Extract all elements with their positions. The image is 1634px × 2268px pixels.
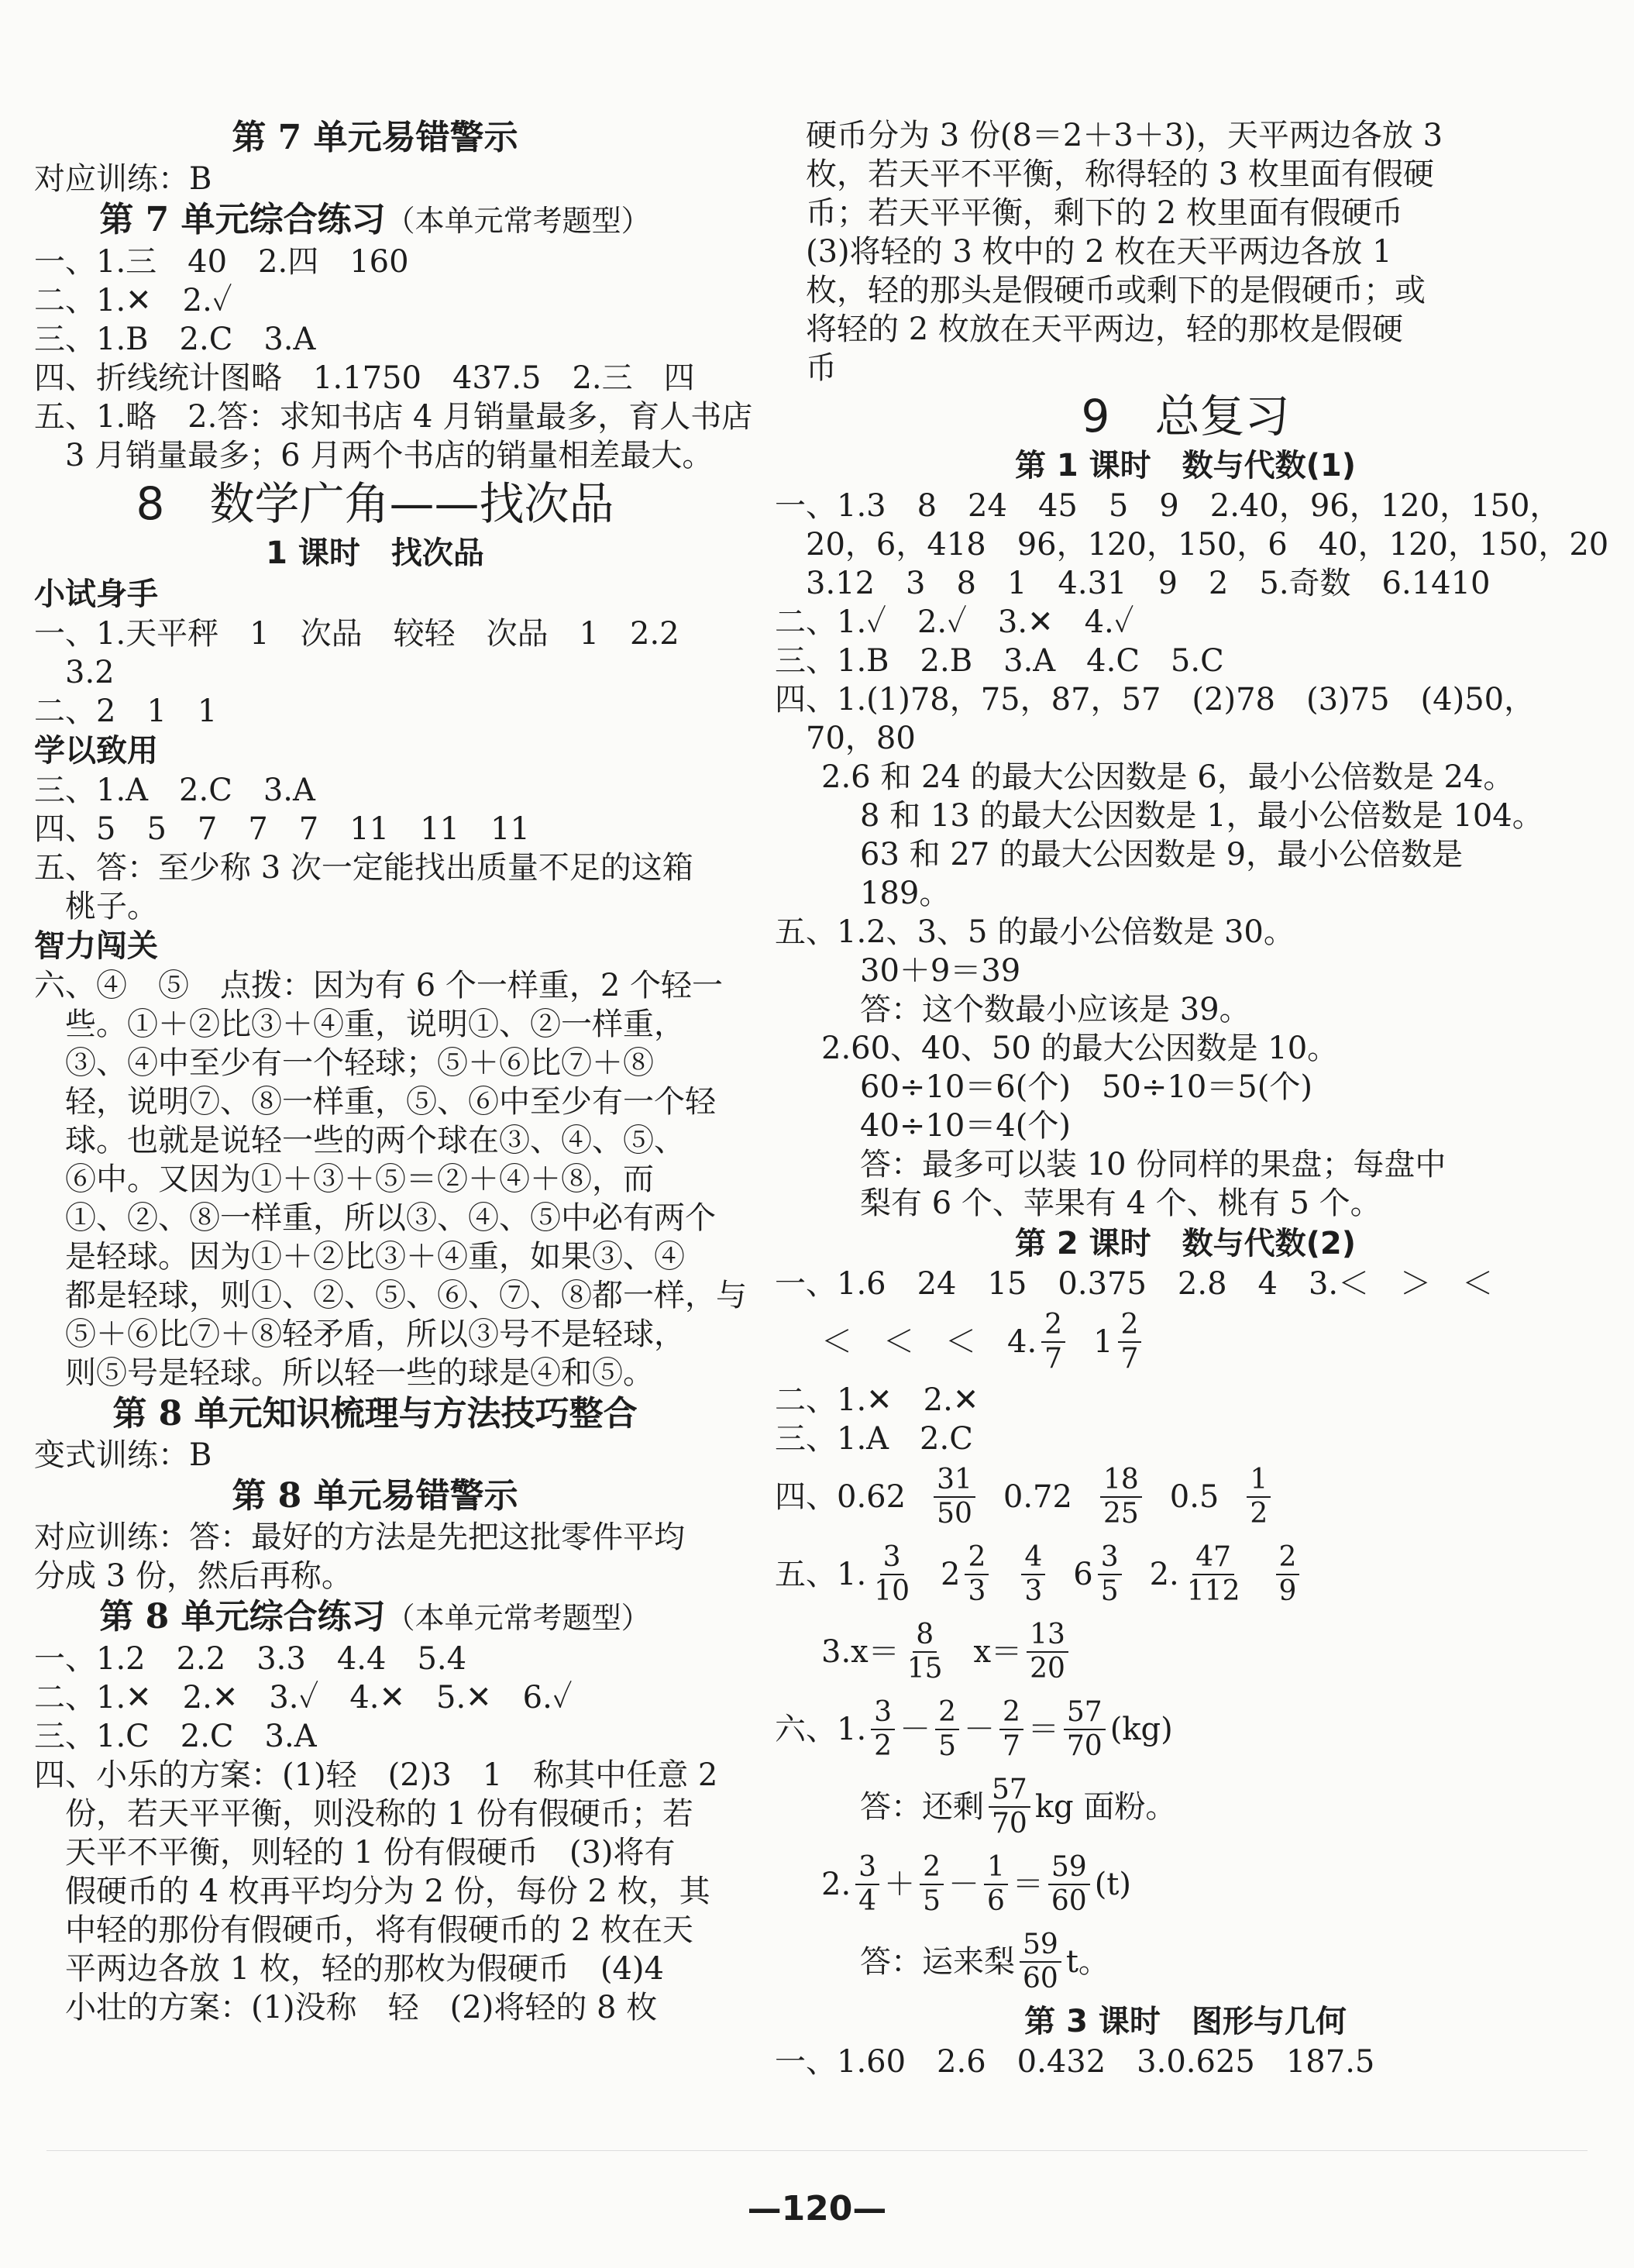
- fraction: [999, 1696, 1023, 1763]
- answer-line: 硬币分为 3 份(8＝2＋3＋3)，天平两边各放 3: [775, 118, 1443, 153]
- numerator: 1: [1247, 1464, 1271, 1498]
- fraction: [1098, 1541, 1122, 1608]
- chapter-8-lesson-title: 1 课时 找次品: [266, 535, 484, 571]
- math-line: [775, 1691, 1596, 1768]
- fraction: [1276, 1541, 1300, 1608]
- right-column: [775, 116, 1609, 2081]
- fraction: [1021, 1541, 1045, 1608]
- u7-error-answer: 对应训练：B: [34, 161, 212, 197]
- answer-line: 189。: [860, 876, 951, 911]
- math-text: kg 面粉。: [1034, 1789, 1177, 1825]
- math-operator: －: [963, 1712, 995, 1747]
- math-text: 3.x＝: [821, 1634, 900, 1670]
- numerator: 2: [965, 1541, 989, 1575]
- numerator: 57: [1064, 1696, 1106, 1730]
- lesson-1-title: 第 1 课时 数与代数(1): [1014, 448, 1357, 484]
- answer-line: 枚，若天平不平衡，称得轻的 3 枚里面有假硬: [775, 157, 1434, 192]
- denominator: 60: [1051, 1885, 1087, 1917]
- answer-line: 六、④ ⑤ 点拨：因为有 6 个一样重，2 个轻一: [34, 968, 724, 1003]
- math-operator: －: [948, 1867, 979, 1902]
- denominator: 2: [874, 1730, 893, 1762]
- fraction: [920, 1851, 944, 1918]
- math-text: 2.: [1149, 1557, 1179, 1592]
- fraction: [904, 1619, 946, 1685]
- answer-line: 30＋9＝39: [860, 953, 1021, 989]
- math-operator: ＝: [1027, 1712, 1059, 1747]
- math-text: 五、1.: [775, 1557, 867, 1592]
- fraction: [934, 1464, 975, 1530]
- answer-line: 五、1.略 2.答：求知书店 4 月销量最多，育人书店: [34, 399, 753, 435]
- answer-line: 分成 3 份，然后再称。: [34, 1558, 353, 1594]
- math-line: [775, 1923, 1596, 2001]
- math-text: 0.72: [1003, 1479, 1072, 1515]
- denominator: 4: [858, 1885, 877, 1917]
- u7-comp-title-text: 第 7 单元综合练习: [99, 200, 386, 239]
- math-text: 答：还剩: [860, 1789, 984, 1825]
- chapter-9-title: 9 总复习: [1081, 390, 1290, 442]
- answer-line: 平两边各放 1 枚，轻的那枚为假硬币 (4)4: [34, 1951, 664, 1987]
- denominator: 7: [1044, 1343, 1063, 1375]
- answer-line: 对应训练：答：最好的方法是先把这批零件平均: [34, 1519, 685, 1555]
- answer-line: 63 和 27 的最大公因数是 9，最小公倍数是: [860, 837, 1464, 872]
- fraction: [1118, 1309, 1142, 1375]
- answer-line: 梨有 6 个、苹果有 4 个、桃有 5 个。: [860, 1186, 1381, 1221]
- answer-line: 二、1.✓ 2.✓ 3.✕ 4.✓: [775, 604, 1134, 640]
- denominator: 7: [1120, 1343, 1139, 1375]
- denominator: 15: [906, 1653, 943, 1685]
- answer-line: 一、1.2 2.2 3.3 4.4 5.4: [34, 1641, 467, 1677]
- answer-line: 60÷10＝6(个) 50÷10＝5(个): [860, 1069, 1312, 1105]
- answer-line: 三、1.B 2.C 3.A: [34, 322, 316, 357]
- fraction: [871, 1541, 913, 1608]
- answer-line: 三、1.A 2.C 3.A: [34, 773, 315, 808]
- answer-line: 一、1.天平秤 1 次品 较轻 次品 1 2.2: [34, 616, 679, 652]
- u8-comp-title: [34, 1595, 716, 1640]
- answer-line: 二、1.✕ 2.✕ 3.✓ 4.✕ 5.✕ 6.✓: [34, 1680, 573, 1716]
- section-tag-brain: 智力闯关: [34, 928, 158, 964]
- answer-line: 一、1.3 8 24 45 5 9 2.40，96，120，150，: [775, 488, 1561, 524]
- answer-line: ⑤＋⑥比⑦＋⑧轻矛盾，所以③号不是轻球，: [34, 1316, 685, 1352]
- fraction: [1048, 1851, 1090, 1918]
- numerator: 2: [920, 1851, 944, 1885]
- denominator: 6: [986, 1885, 1005, 1917]
- denominator: 70: [992, 1808, 1027, 1840]
- answer-line: 答：这个数最小应该是 39。: [860, 992, 1250, 1027]
- answer-line: 20，6，418 96，120，150，6 40，120，150，20: [775, 527, 1609, 563]
- section-tag-apply: 学以致用: [34, 733, 158, 769]
- math-text: 1: [1093, 1324, 1113, 1360]
- answer-line: 币: [775, 350, 837, 386]
- fraction: [855, 1851, 879, 1918]
- u8-error-title: 第 8 单元易错警示: [232, 1476, 518, 1516]
- answer-line: 币；若天平平衡，剩下的 2 枚里面有假硬币: [775, 195, 1403, 231]
- math-text: t。: [1065, 1944, 1109, 1980]
- math-text: ＜ ＜ ＜ 4.: [821, 1324, 1037, 1360]
- math-text: 答：运来梨: [860, 1944, 1015, 1980]
- math-line: [775, 1846, 1596, 1923]
- answer-line: 五、1.2、3、5 的最小公倍数是 30。: [775, 914, 1295, 950]
- math-line: [775, 1458, 1596, 1536]
- u7-comp-title: [34, 198, 716, 243]
- answer-line: 3.12 3 8 1 4.31 9 2 5.奇数 6.1410: [775, 566, 1491, 601]
- answer-line: 答：最多可以装 10 份同样的果盘；每盘中: [860, 1147, 1447, 1182]
- answer-line: 中轻的那份有假硬币，将有假硬币的 2 枚在天: [34, 1912, 693, 1948]
- answer-line: 球。也就是说轻一些的两个球在③、④、⑤、: [34, 1123, 685, 1158]
- math-unit: (kg): [1109, 1712, 1173, 1747]
- answer-line: 二、2 1 1: [34, 693, 218, 729]
- fraction: [1247, 1464, 1271, 1530]
- denominator: 2: [1250, 1498, 1268, 1530]
- denominator: 9: [1278, 1575, 1297, 1607]
- answer-line: 40÷10＝4(个): [860, 1108, 1071, 1144]
- math-text: 六、1.: [775, 1712, 867, 1747]
- answer-line: 份，若天平平衡，则没称的 1 份有假硬币；若: [34, 1796, 693, 1832]
- numerator: 57: [989, 1774, 1030, 1808]
- numerator: 4: [1021, 1541, 1045, 1575]
- answer-line: 五、答：至少称 3 次一定能找出质量不足的这箱: [34, 850, 693, 886]
- numerator: 47: [1192, 1541, 1234, 1575]
- lesson-2-title: 第 2 课时 数与代数(2): [1014, 1226, 1357, 1261]
- numerator: 2: [1276, 1541, 1300, 1575]
- answer-line: 2.6 和 24 的最大公因数是 6，最小公倍数是 24。: [821, 759, 1515, 795]
- u8-comp-subtitle: （本单元常考题型）: [385, 1601, 651, 1635]
- footer-rule: [46, 2150, 1588, 2151]
- denominator: 25: [1103, 1498, 1139, 1530]
- numerator: 31: [934, 1464, 975, 1498]
- u8-comp-title-text: 第 8 单元综合练习: [99, 1597, 386, 1636]
- denominator: 3: [968, 1575, 986, 1607]
- math-text: x＝: [973, 1634, 1023, 1670]
- answer-line: ①、②、⑧一样重，所以③、④、⑤中必有两个: [34, 1200, 716, 1236]
- math-text: 0.5: [1169, 1479, 1219, 1515]
- answer-line: 天平不平衡，则轻的 1 份有假硬币 (3)将有: [34, 1835, 676, 1870]
- answer-line: 是轻球。因为①＋②比③＋④重，如果③、④: [34, 1239, 685, 1275]
- answer-line: 桃子。: [34, 889, 158, 924]
- fraction: [1020, 1929, 1061, 1995]
- fraction: [1100, 1464, 1142, 1530]
- answer-line: 一、1.6 24 15 0.375 2.8 4 3.＜ ＞ ＜: [775, 1266, 1494, 1302]
- answer-line: 二、1.✕ 2.✓: [34, 283, 232, 318]
- fraction: [871, 1696, 895, 1763]
- numerator: 59: [1020, 1929, 1061, 1963]
- answer-line: ③、④中至少有一个轻球；⑤＋⑥比⑦＋⑧: [34, 1045, 654, 1081]
- answer-line: 些。①＋②比③＋④重，说明①、②一样重，: [34, 1007, 685, 1042]
- denominator: 3: [1024, 1575, 1043, 1607]
- denominator: 5: [1100, 1575, 1119, 1607]
- fraction: [1064, 1696, 1106, 1763]
- answer-line: 一、1.60 2.6 0.432 3.0.625 187.5: [775, 2044, 1375, 2080]
- u7-error-title: 第 7 单元易错警示: [232, 118, 518, 157]
- answer-line: 8 和 13 的最大公因数是 1，最小公倍数是 104。: [860, 798, 1543, 834]
- denominator: 60: [1023, 1963, 1058, 1994]
- numerator: 18: [1100, 1464, 1142, 1498]
- numerator: 2: [935, 1696, 959, 1730]
- answer-line: 四、1.(1)78，75，87，57 (2)78 (3)75 (4)50，: [775, 682, 1536, 718]
- numerator: 59: [1048, 1851, 1090, 1885]
- math-line: [775, 1768, 1596, 1846]
- answer-line: 3 月销量最多；6 月两个书店的销量相差最大。: [34, 438, 714, 473]
- numerator: 8: [913, 1619, 937, 1653]
- numerator: 3: [1098, 1541, 1122, 1575]
- answer-line: 四、折线统计图略 1.1750 437.5 2.三 四: [34, 360, 695, 396]
- denominator: 10: [874, 1575, 910, 1607]
- denominator: 5: [938, 1730, 956, 1762]
- answer-line: 70，80: [775, 721, 916, 756]
- left-column: [34, 116, 753, 2027]
- numerator: 1: [984, 1851, 1008, 1885]
- math-text: 6: [1073, 1557, 1093, 1592]
- numerator: 3: [855, 1851, 879, 1885]
- answer-line: 四、小乐的方案：(1)轻 (2)3 1 称其中任意 2: [34, 1757, 718, 1793]
- math-line: [775, 1613, 1596, 1691]
- answer-line: 假硬币的 4 枚再平均分为 2 份，每份 2 枚，其: [34, 1874, 710, 1909]
- fraction: [989, 1774, 1030, 1840]
- denominator: 50: [937, 1498, 972, 1530]
- answer-line: 则⑤号是轻球。所以轻一些的球是④和⑤。: [34, 1355, 654, 1391]
- fraction: [965, 1541, 989, 1608]
- answer-line: 3.2: [34, 655, 115, 690]
- denominator: 112: [1186, 1575, 1240, 1607]
- math-text: 2: [940, 1557, 961, 1592]
- math-line: [775, 1536, 1596, 1613]
- page-number: —120—: [747, 2189, 887, 2228]
- math-unit: (t): [1094, 1867, 1131, 1902]
- numerator: 3: [871, 1696, 895, 1730]
- answer-line: (3)将轻的 3 枚中的 2 枚在天平两边各放 1: [775, 234, 1392, 270]
- answer-line: 三、1.C 2.C 3.A: [34, 1719, 317, 1754]
- answer-line: 一、1.三 40 2.四 160: [34, 244, 409, 280]
- math-text: 四、0.62: [775, 1479, 906, 1515]
- answer-line: 2.60、40、50 的最大公因数是 10。: [821, 1031, 1339, 1066]
- denominator: 5: [923, 1885, 941, 1917]
- answer-line: 轻，说明⑦、⑧一样重，⑤、⑥中至少有一个轻: [34, 1084, 716, 1120]
- numerator: 2: [1041, 1309, 1065, 1343]
- fraction: [935, 1696, 959, 1763]
- fraction: [1184, 1541, 1244, 1608]
- math-operator: ＋: [884, 1867, 916, 1902]
- fraction: [984, 1851, 1008, 1918]
- u7-comp-subtitle: （本单元常考题型）: [385, 204, 651, 238]
- denominator: 7: [1002, 1730, 1020, 1762]
- answer-line: 二、1.✕ 2.✕: [775, 1382, 979, 1418]
- fraction: [1041, 1309, 1065, 1375]
- fraction: [1027, 1619, 1068, 1685]
- chapter-8-title: 8 数学广角——找次品: [136, 477, 614, 530]
- answer-line: 将轻的 2 枚放在天平两边，轻的那枚是假硬: [775, 311, 1403, 347]
- answer-line: 四、5 5 7 7 7 11 11 11: [34, 811, 530, 847]
- numerator: 3: [880, 1541, 904, 1575]
- numerator: 2: [999, 1696, 1023, 1730]
- u8-summary-answer: 变式训练：B: [34, 1437, 212, 1473]
- numerator: 2: [1118, 1309, 1142, 1343]
- u8-summary-title: 第 8 单元知识梳理与方法技巧整合: [112, 1394, 638, 1433]
- math-text: 2.: [821, 1867, 851, 1902]
- denominator: 70: [1066, 1730, 1103, 1762]
- lesson-3-title: 第 3 课时 图形与几何: [1024, 2004, 1347, 2039]
- answer-line: 都是轻球，则①、②、⑤、⑥、⑦、⑧都一样，与: [34, 1278, 747, 1313]
- math-operator: ＝: [1012, 1867, 1044, 1902]
- answer-line: 三、1.B 2.B 3.A 4.C 5.C: [775, 643, 1224, 679]
- denominator: 20: [1030, 1653, 1065, 1685]
- numerator: 13: [1027, 1619, 1068, 1653]
- answer-line: 小壮的方案：(1)没称 轻 (2)将轻的 8 枚: [34, 1990, 658, 2025]
- answer-line: 枚，轻的那头是假硬币或剩下的是假硬币；或: [775, 273, 1426, 308]
- answer-line: 三、1.A 2.C: [775, 1421, 973, 1457]
- math-line: [775, 1303, 1596, 1381]
- math-operator: －: [900, 1712, 931, 1747]
- section-tag-try: 小试身手: [34, 576, 158, 612]
- answer-line: ⑥中。又因为①＋③＋⑤＝②＋④＋⑧，而: [34, 1162, 654, 1197]
